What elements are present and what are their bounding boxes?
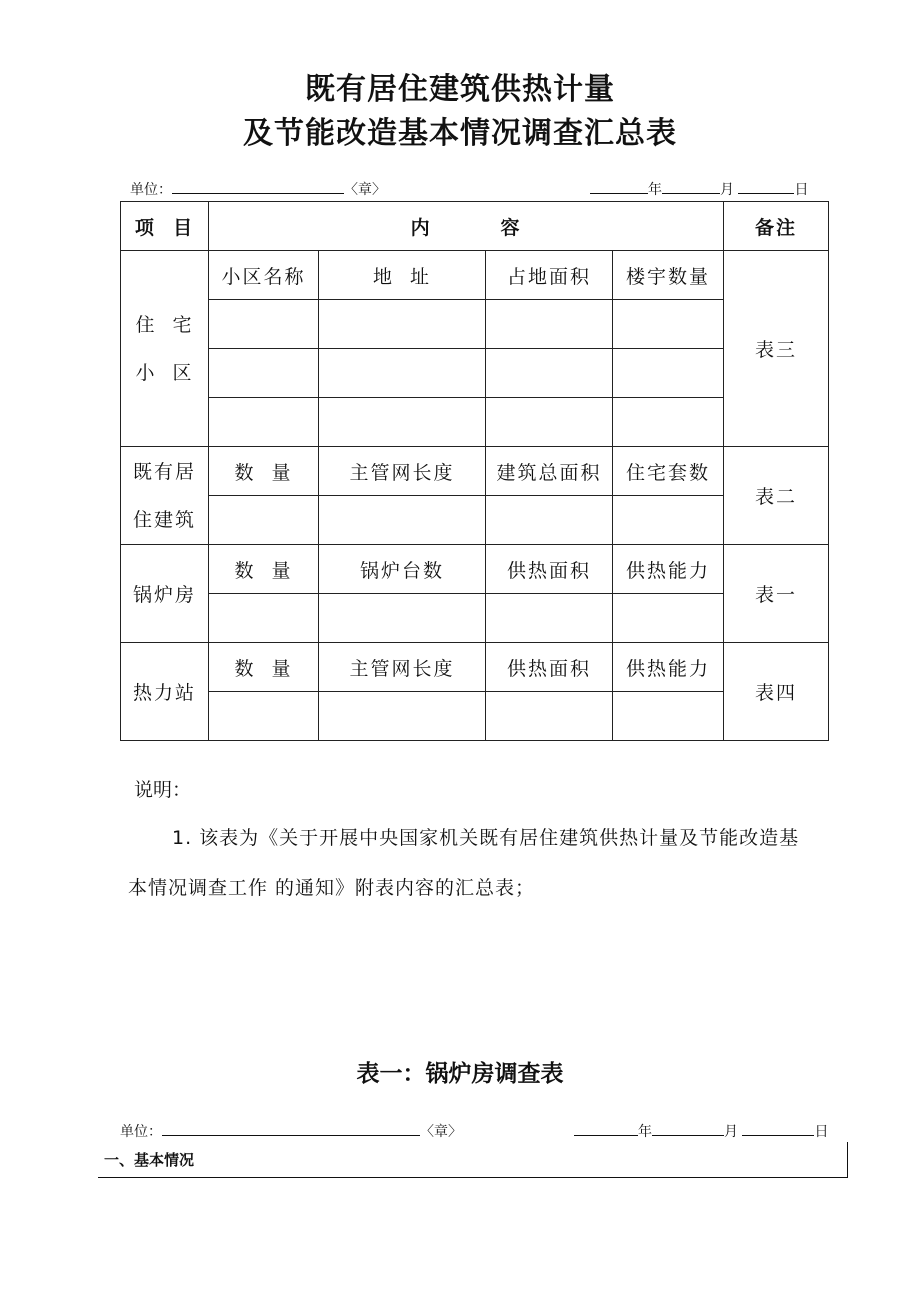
section-label-existing-buildings: 既有居 住建筑	[121, 447, 209, 545]
summary-table	[120, 201, 829, 741]
table-header-row	[121, 202, 829, 251]
unit-line	[130, 178, 386, 200]
day-blank[interactable]	[742, 1120, 814, 1136]
unit-blank[interactable]	[172, 178, 344, 194]
remark-cell: 表一	[724, 545, 829, 643]
section-label-heat-station: 热力站	[121, 643, 209, 741]
input-cell[interactable]	[319, 398, 486, 447]
year-label: 年	[638, 1124, 652, 1140]
input-cell[interactable]	[613, 692, 724, 741]
month-blank[interactable]	[652, 1120, 724, 1136]
column-label: 小区名称	[209, 251, 319, 300]
column-label: 主管网长度	[319, 447, 486, 496]
table-row	[121, 398, 829, 447]
month-label: 月	[720, 182, 734, 198]
column-label: 住宅套数	[613, 447, 724, 496]
date-line	[590, 178, 808, 200]
day-label: 日	[814, 1124, 829, 1140]
table-row	[121, 349, 829, 398]
table-row	[121, 594, 829, 643]
notes-heading: 说明：	[134, 779, 192, 801]
unit-line-2	[120, 1120, 462, 1142]
note-item1-line1: 1. 该表为《关于开展中央国家机关既有居住建筑供热计量及节能改造基	[172, 827, 800, 849]
input-cell[interactable]	[613, 349, 724, 398]
column-label: 建筑总面积	[486, 447, 613, 496]
table-row	[121, 300, 829, 349]
remark-cell: 表三	[724, 251, 829, 447]
input-cell[interactable]	[319, 692, 486, 741]
day-label: 日	[794, 182, 809, 198]
unit-blank[interactable]	[162, 1120, 420, 1136]
column-label: 占地面积	[486, 251, 613, 300]
input-cell[interactable]	[486, 594, 613, 643]
section-label-boiler-room: 锅炉房	[121, 545, 209, 643]
table-row	[121, 692, 829, 741]
input-cell[interactable]	[209, 692, 319, 741]
table1-title: 表一：锅炉房调查表	[356, 1061, 564, 1087]
unit-label: 单位：	[120, 1124, 162, 1140]
column-label: 主管网长度	[319, 643, 486, 692]
input-cell[interactable]	[613, 594, 724, 643]
seal-label: 〈章〉	[420, 1124, 462, 1140]
remark-cell: 表四	[724, 643, 829, 741]
input-cell[interactable]	[613, 300, 724, 349]
seal-label: 〈章〉	[344, 182, 386, 198]
header-remark: 备注	[724, 202, 829, 251]
input-cell[interactable]	[613, 398, 724, 447]
unit-label: 单位：	[130, 182, 172, 198]
remark-cell: 表二	[724, 447, 829, 545]
month-label: 月	[724, 1124, 738, 1140]
column-label: 供热面积	[486, 545, 613, 594]
column-label: 锅炉台数	[319, 545, 486, 594]
table-row	[121, 251, 829, 300]
header-content: 内 容	[209, 202, 724, 251]
input-cell[interactable]	[486, 496, 613, 545]
column-label: 供热面积	[486, 643, 613, 692]
table-row	[121, 545, 829, 594]
input-cell[interactable]	[486, 692, 613, 741]
input-cell[interactable]	[486, 349, 613, 398]
year-label: 年	[648, 182, 662, 198]
input-cell[interactable]	[209, 594, 319, 643]
year-blank[interactable]	[574, 1120, 638, 1136]
input-cell[interactable]	[209, 349, 319, 398]
table-row	[121, 447, 829, 496]
section-basic-info: 一、基本情况	[98, 1142, 848, 1178]
date-line-2	[574, 1120, 828, 1142]
table-row	[121, 643, 829, 692]
header-item: 项 目	[121, 202, 209, 251]
input-cell[interactable]	[209, 496, 319, 545]
input-cell[interactable]	[209, 300, 319, 349]
column-label: 数 量	[209, 447, 319, 496]
page-title-line1: 既有居住建筑供热计量	[305, 72, 615, 107]
day-blank[interactable]	[738, 178, 794, 194]
year-blank[interactable]	[590, 178, 648, 194]
table-row	[121, 496, 829, 545]
column-label: 地 址	[319, 251, 486, 300]
input-cell[interactable]	[209, 398, 319, 447]
input-cell[interactable]	[319, 496, 486, 545]
column-label: 供热能力	[613, 545, 724, 594]
section-label-residential: 住 宅 小 区	[121, 251, 209, 447]
input-cell[interactable]	[319, 349, 486, 398]
month-blank[interactable]	[662, 178, 720, 194]
input-cell[interactable]	[486, 300, 613, 349]
input-cell[interactable]	[486, 398, 613, 447]
column-label: 数 量	[209, 643, 319, 692]
page-title-line2: 及节能改造基本情况调查汇总表	[243, 116, 677, 151]
column-label: 楼宇数量	[613, 251, 724, 300]
input-cell[interactable]	[613, 496, 724, 545]
input-cell[interactable]	[319, 300, 486, 349]
column-label: 数 量	[209, 545, 319, 594]
column-label: 供热能力	[613, 643, 724, 692]
input-cell[interactable]	[319, 594, 486, 643]
note-item1-line2: 本情况调查工作 的通知》附表内容的汇总表；	[128, 877, 536, 899]
